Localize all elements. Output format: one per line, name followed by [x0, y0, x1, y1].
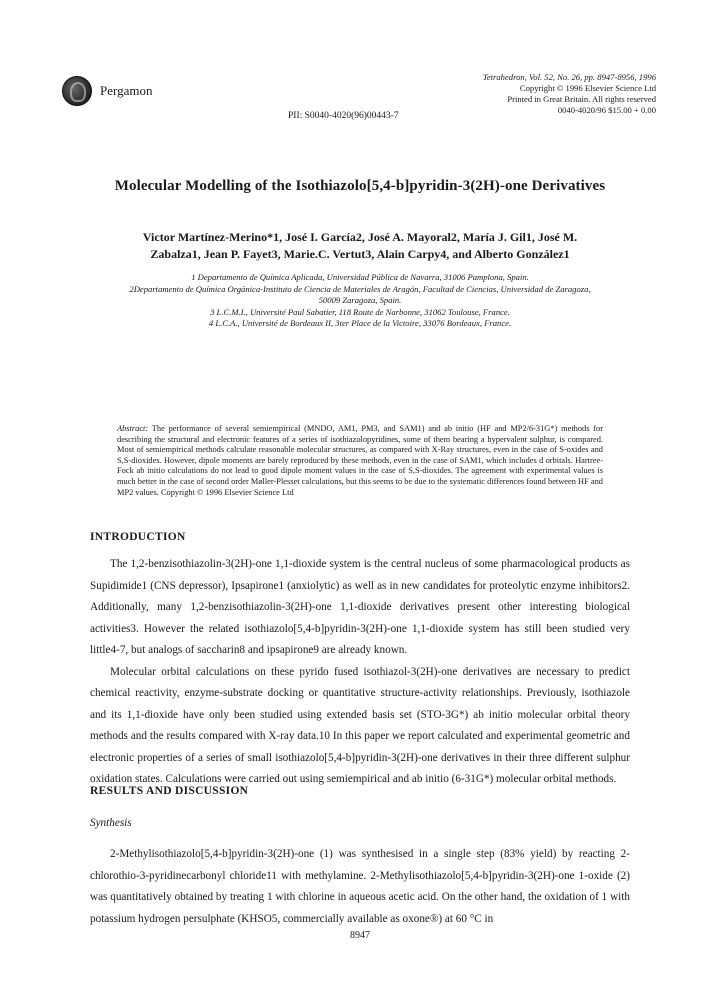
synthesis-body	[90, 844, 630, 930]
pii-identifier: PII: S0040-4020(96)00443-7	[288, 111, 399, 121]
author-line: Victor Martínez-Merino*1, José I. García2, José A. Mayoral2, María J. Gil1, José M.	[142, 230, 578, 244]
paper-title: Molecular Modelling of the Isothiazolo[5,4-b]pyridin-3(2H)-one Derivatives	[114, 178, 606, 194]
affiliation-line: 4 L.C.A., Université de Bordeaux II, 3ter Place de la Victoire, 33076 Bordeaux, France.	[208, 318, 512, 328]
results-heading: RESULTS AND DISCUSSION	[90, 785, 249, 797]
page-number: 8947	[350, 930, 370, 941]
publisher-block	[62, 76, 152, 106]
copyright-line: Copyright © 1996 Elsevier Science Ltd	[519, 83, 656, 93]
affiliations	[70, 272, 650, 330]
introduction-body	[90, 554, 630, 791]
affiliation-line: 2Departamento de Química Orgánica-Instituto de Ciencia de Materiales de Aragón, Facultad de Ciencias, Universidad de Zaragoza,	[129, 283, 591, 294]
affiliation-line: 1 Departamento de Química Aplicada, Universidad Pública de Navarra, 31006 Pamplona, Spain.	[191, 272, 529, 282]
paragraph: Molecular orbital calculations on these pyrido fused isothiazol-3(2H)-one derivatives are necessary to predict chemical reactivity, enzyme-substrate docking or quantitative structure-activity relationships. Previously, isothiazole and its 1,1-dioxide have only been studied using extended basis set (STO-3G*) ab initio molecular orbital theory methods and the results compared with X-ray data.10 In this paper we report calculated and experimental geometric and electronic properties of a series of small isothiazolo[5,4-b]pyridin-3(2H)-one derivatives in their three different sulphur oxidation states. Calculations were carried out using semiempirical and ab initio (6-31G*) molecular orbital methods.	[90, 665, 630, 785]
abstract	[117, 424, 603, 498]
publisher-name: Pergamon	[100, 83, 153, 98]
price-line: 0040-4020/96 $15.00 + 0.00	[557, 105, 656, 115]
paragraph: 2-Methylisothiazolo[5,4-b]pyridin-3(2H)-one (1) was synthesised in a single step (83% yield) by reacting 2-chlorothio-3-pyridinecarbonyl chloride11 with methylamine. 2-Methylisothiazolo[5,4-b]pyridin-3(2H)-one 1-oxide (2) was quantitatively obtained by treating 1 with chlorine in aqueous acetic acid. On the other hand, the oxidation of 1 with potassium hydrogen persulphate (KHSO5, commercially available as oxone®) at 60 °C in	[90, 848, 630, 925]
abstract-text: The performance of several semiempirical (MNDO, AM1, PM3, and SAM1) and ab initio (HF and MP2/6-31G*) methods for describing the structural and electronic features of a series of isothiazolopyridines, some of them bearing a hypervalent sulphur, is compared. Most of semiempirical methods calculate reasonable molecular structures, as compared with X-Ray structures, even in the case of S-oxides and S,S-dioxides. However, dipole moments are barely reproduced by these methods, even in the case of SAM1, which includes d orbitals. Hartree-Fock ab initio calculations do not lead to good dipole moment values in the case of S,S-dioxides. The agreement with experimental values is much better in the case of second order Møller-Plesset calculations, but this seems to be due to the systematic differences found between HF and MP2 values. Copyright © 1996 Elsevier Science Ltd	[117, 424, 604, 497]
paragraph: The 1,2-benzisothiazolin-3(2H)-one 1,1-dioxide system is the central nucleus of some pharmacological products as Supidimide1 (CNS depressor), Ipsapirone1 (anxiolytic) as well as in new candidates for proteolytic enzyme inhibitors2. Additionally, many 1,2-benzisothiazolin-3(2H)-one 1,1-dioxide derivatives present other interesting biological activities3. However the related isothiazolo[5,4-b]pyridin-3(2H)-one 1,1-dioxide system has still been studied very little4-7, but analogs of saccharin8 and ipsapirone9 are already known.	[90, 558, 630, 656]
affiliation-line: 50009 Zaragoza, Spain.	[318, 295, 402, 305]
journal-citation: Tetrahedron, Vol. 52, No. 26, pp. 8947-8956, 1996	[482, 72, 656, 82]
affiliation-line: 3 L.C.M.I., Université Paul Sabatier, 118 Route de Narbonne, 31062 Toulouse, France.	[210, 306, 510, 317]
synthesis-subheading: Synthesis	[90, 817, 132, 829]
pergamon-logo-icon	[62, 76, 92, 106]
introduction-heading: INTRODUCTION	[90, 531, 186, 543]
author-line: Zabalza1, Jean P. Fayet3, Marie.C. Vertut3, Alain Carpy4, and Alberto González1	[150, 247, 570, 261]
abstract-label: Abstract:	[117, 424, 149, 433]
author-list	[102, 229, 618, 263]
journal-info	[483, 72, 656, 116]
printed-line: Printed in Great Britain. All rights reserved	[507, 94, 656, 104]
